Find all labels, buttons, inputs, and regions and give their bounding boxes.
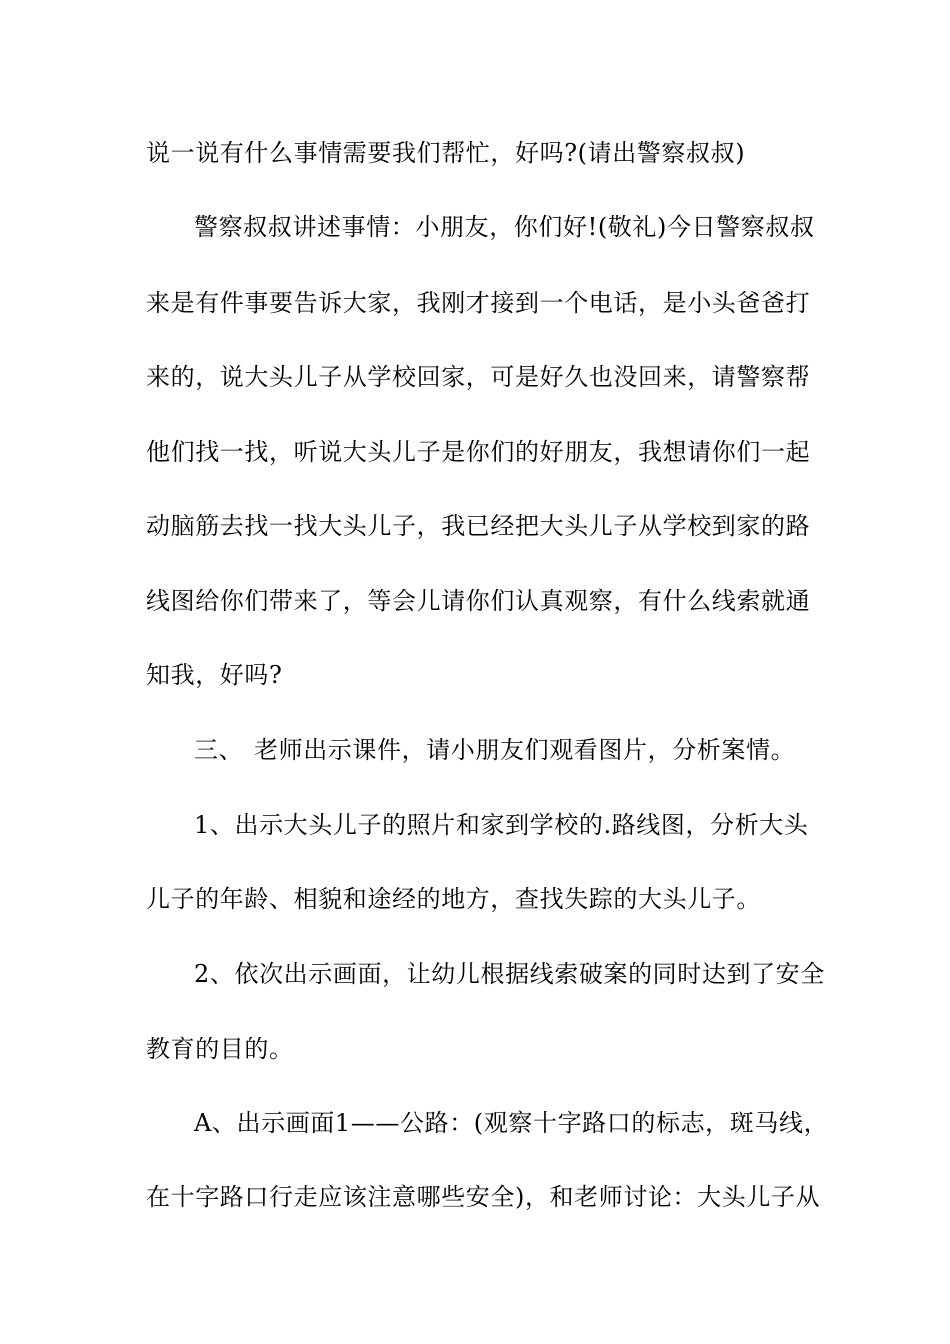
text-line-1: 说一说有什么事情需要我们帮忙，好吗?(请出警察叔叔) (146, 139, 746, 167)
text-line-2: 警察叔叔讲述事情：小朋友，你们好!(敬礼)今日警察叔叔 (194, 213, 815, 241)
text-line-4: 来的，说大头儿子从学校回家，可是好久也没回来，请警察帮 (146, 363, 811, 391)
text-line-3: 来是有件事要告诉大家，我刚才接到一个电话，是小头爸爸打 (146, 289, 811, 317)
text-line-7: 线图给你们带来了，等会儿请你们认真观察，有什么线索就通 (146, 587, 811, 615)
text-line-13: 教育的目的。 (146, 1035, 294, 1063)
section-heading-3 (194, 735, 874, 765)
text-line-6: 动脑筋去找一找大头儿子，我已经把大头儿子从学校到家的路 (146, 512, 811, 540)
section-heading-text: 老师出示课件，请小朋友们观看图片，分析案情。 (254, 736, 796, 764)
text-line-14: A、出示画面1——公路：(观察十字路口的标志，斑马线， (194, 1109, 829, 1137)
text-line-11: 儿子的年龄、相貌和途经的地方，查找失踪的大头儿子。 (146, 885, 761, 913)
text-line-12: 2、依次出示画面，让幼儿根据线索破案的同时达到了安全 (194, 960, 825, 988)
text-line-15: 在十字路口行走应该注意哪些安全)，和老师讨论：大头儿子从 (146, 1183, 821, 1211)
text-line-8: 知我，好吗? (146, 661, 283, 689)
text-line-10: 1、出示大头儿子的照片和家到学校的.路线图，分析大头 (194, 811, 809, 839)
section-number: 三、 (194, 736, 244, 764)
text-line-5: 他们找一找，听说大头儿子是你们的好朋友，我想请你们一起 (146, 438, 811, 466)
